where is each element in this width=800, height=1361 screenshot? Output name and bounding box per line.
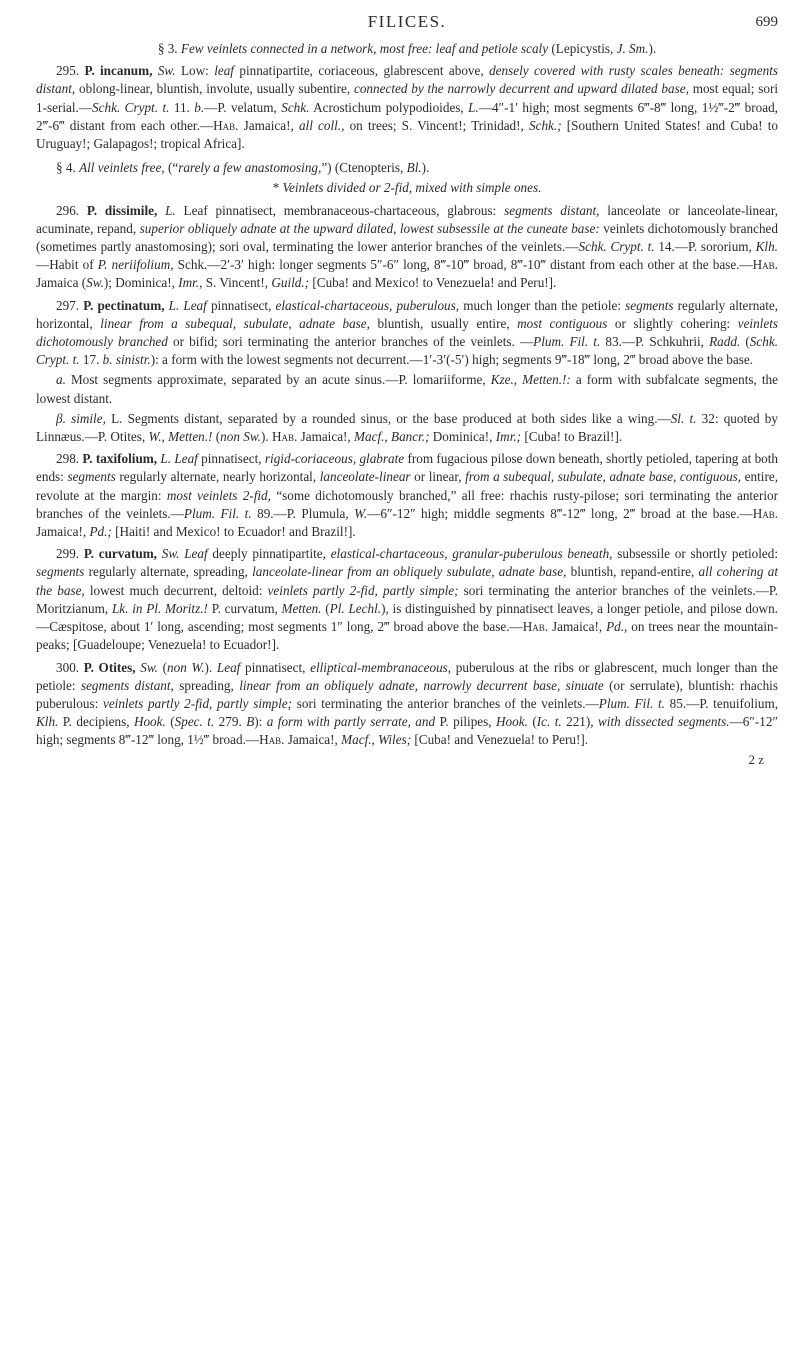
page	[36, 0, 778, 768]
species-entry: 296. P. dissimile, L. Leaf pinnatisect, membranaceous-chartaceous, glabrous: segments distant, lanceolate or lanceolate-linear, acuminate, repand, superior obliquely adnate at the upward dilated, lowest subsessile at the cuneate base: veinlets dichotomously branched (sometimes partly anastomosing); sori oval, terminating the lower anterior branches of the veinlets.—Schk. Crypt. t. 14.—P. sororium, Klh.—Habit of P. neriifolium, Schk.—2′-3′ high: longer segments 5″-6″ long, 8‴-10‴ broad, 8‴-10‴ distant from each other at the base.—Hab. Jamaica (Sw.); Dominica!, Imr., S. Vincent!, Guild.; [Cuba! and Mexico! to Venezuela! and Peru!].	[36, 202, 779, 291]
subsection-heading: * Veinlets divided or 2-fid, mixed with simple ones.	[272, 180, 542, 196]
running-head-title: FILICES.	[367, 12, 447, 31]
paragraph: a. Most segments approximate, separated by an acute sinus.—P. lomariiforme, Kze., Metten.!: a form with subfalcate segments, the lowest distant.	[36, 372, 778, 406]
body-text	[36, 40, 778, 750]
species-entry: 297. P. pectinatum, L. Leaf pinnatisect, elastical-chartaceous, puberulous, much longer than the petiole: segments regularly alternate, horizontal, linear from a subequal, subulate, adnate base, bluntish, usually entire, most contiguous or slightly cohering: veinlets dichotomously branched or bifid; sori terminating the anterior branches of the veinlets. —Plum. Fil. t. 83.—P. Schkuhrii, Radd. (Schk. Crypt. t. 17. b. sinistr.): a form with the lowest segments not decurrent.—1′-3′(-5′) high; segments 9‴-18‴ long, 2‴ broad above the base.	[36, 297, 779, 368]
paragraph: β. simile, L. Segments distant, separated by a rounded sinus, or the base produced at both sides like a wing.—Sl. t. 32: quoted by Linnæus.—P. Otites, W., Metten.! (non Sw.). Hab. Jamaica!, Macf., Bancr.; Dominica!, Imr.; [Cuba! to Brazil!].	[36, 410, 778, 445]
species-entry: 298. P. taxifolium, L. Leaf pinnatisect, rigid-coriaceous, glabrate from fugacious pilose down beneath, shortly petioled, tapering at both ends: segments regularly alternate, nearly horizontal, lanceolate-linear or linear, from a subequal, subulate, adnate base, contiguous, entire, revolute at the margin: most veinlets 2-fid, “some dichotomously branched,” all free: rhachis rusty-pilose; sori terminating the anterior branches of the veinlets.—Plum. Fil. t. 89.—P. Plumula, W.—6″-12″ high; middle segments 8‴-12‴ long, 2‴ broad at the base.—Hab. Jamaica!, Pd.; [Haiti! and Mexico! to Ecuador! and Brazil!].	[36, 451, 779, 540]
subsection-heading: § 3. Few veinlets connected in a network, most free: leaf and petiole scaly (Lepicystis, J. Sm.).	[157, 41, 657, 56]
section-heading: § 4. All veinlets free, (“rarely a few anastomosing,”) (Ctenopteris, Bl.).	[56, 160, 430, 176]
running-head	[36, 0, 778, 40]
species-entry: 295. P. incanum, Sw. Low: leaf pinnatipartite, coriaceous, glabrescent above, densely covered with rusty scales beneath: segments distant, oblong-linear, bluntish, involute, usually subentire, connected by the narrowly decurrent and upward dilated base, most equal; sori 1-serial.—Schk. Crypt. t. 11. b.—P. velatum, Schk. Acrostichum polypodioides, L.—4″-1′ high; most segments 6‴-8‴ long, 1½‴-2‴ broad, 2‴-6‴ distant from each other.—Hab. Jamaica!, all coll., on trees; S. Vincent!; Trinidad!, Schk.; [Southern United States! and Cuba! to Uruguay!; Galapagos!; tropical Africa].	[36, 63, 779, 152]
species-entry: 299. P. curvatum, Sw. Leaf deeply pinnatipartite, elastical-chartaceous, granular-puberulous beneath, subsessile or shortly petioled: segments regularly alternate, spreading, lanceolate-linear from an obliquely subulate, adnate base, bluntish, repand-entire, all cohering at the base, lowest much decurrent, deltoid: veinlets partly 2-fid, partly simple; sori terminating the anterior branches of the veinlets.—P. Moritzianum, Lk. in Pl. Moritz.! P. curvatum, Metten. (Pl. Lechl.), is distinguished by pinnatisect leaves, a longer petiole, and pilose down.—Cæspitose, about 1′ long, ascending; most segments 1″ long, 2‴ broad above the base.—Hab. Jamaica!, Pd., on trees near the mountain-peaks; [Guadeloupe; Venezuela! to Ecuador!].	[36, 546, 779, 653]
signature-mark: 2 z	[748, 751, 764, 767]
species-entry: 300. P. Otites, Sw. (non W.). Leaf pinnatisect, elliptical-membranaceous, puberulous at the ribs or glabrescent, much longer than the petiole: segments distant, spreading, linear from an obliquely adnate, narrowly decurrent base, sinuate (or serrulate), bluntish: rhachis puberulous: veinlets partly 2-fid, partly simple; sori terminating the anterior branches of the veinlets.—Plum. Fil. t. 85.—P. tenuifolium, Klh. P. decipiens, Hook. (Spec. t. 279. B): a form with partly serrate, and P. pilipes, Hook. (Ic. t. 221), with dissected segments.—6″-12″ high; segments 8‴-12‴ long, 1½‴ broad.—Hab. Jamaica!, Macf., Wiles; [Cuba! and Venezuela! to Peru!].	[36, 659, 779, 748]
page-number: 699	[755, 14, 778, 30]
